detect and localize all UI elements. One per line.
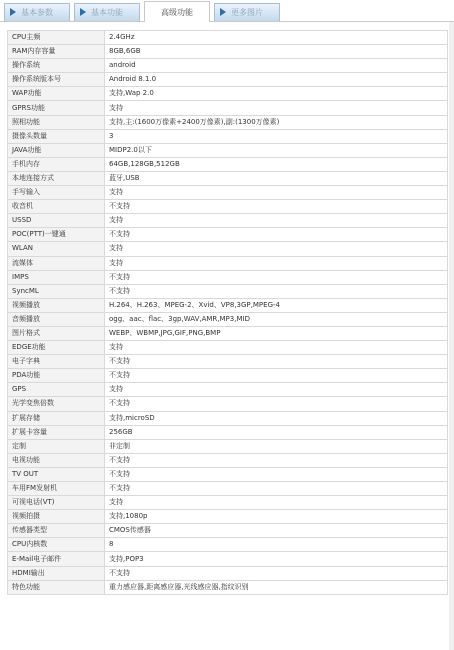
spec-row xyxy=(8,566,448,580)
spec-row xyxy=(8,129,448,143)
spec-value: 支持 xyxy=(105,186,448,200)
spec-row xyxy=(8,369,448,383)
spec-value: 3 xyxy=(105,129,448,143)
spec-value: 支持 xyxy=(105,341,448,355)
spec-key: WAP功能 xyxy=(8,87,105,101)
tab-label: 高级功能 xyxy=(161,7,193,17)
spec-value: 不支持 xyxy=(105,482,448,496)
spec-value: MIDP2.0以下 xyxy=(105,143,448,157)
spec-row xyxy=(8,397,448,411)
spec-row xyxy=(8,284,448,298)
spec-row xyxy=(8,482,448,496)
spec-key: PDA功能 xyxy=(8,369,105,383)
spec-row xyxy=(8,256,448,270)
right-border xyxy=(449,22,454,650)
spec-key: 扩展存储 xyxy=(8,411,105,425)
spec-value: 不支持 xyxy=(105,566,448,580)
spec-key: 摄像头数量 xyxy=(8,129,105,143)
spec-value: 不支持 xyxy=(105,467,448,481)
spec-value: 蓝牙,USB xyxy=(105,171,448,185)
spec-value: 2.4GHz xyxy=(105,31,448,45)
spec-key: EDGE功能 xyxy=(8,341,105,355)
spec-row xyxy=(8,510,448,524)
spec-row xyxy=(8,270,448,284)
spec-key: 图片格式 xyxy=(8,326,105,340)
spec-row xyxy=(8,200,448,214)
spec-value: 重力感应器,距离感应器,光线感应器,指纹识别 xyxy=(105,580,448,594)
spec-key: 手机内存 xyxy=(8,157,105,171)
spec-value: 不支持 xyxy=(105,355,448,369)
spec-value: 支持,1080p xyxy=(105,510,448,524)
tab-more-images[interactable] xyxy=(214,3,280,21)
spec-key: 扩展卡容量 xyxy=(8,425,105,439)
spec-key: 操作系统版本号 xyxy=(8,73,105,87)
spec-value: 支持 xyxy=(105,496,448,510)
spec-row xyxy=(8,580,448,594)
spec-value: 不支持 xyxy=(105,270,448,284)
spec-key: SyncML xyxy=(8,284,105,298)
spec-value: 支持 xyxy=(105,256,448,270)
spec-key: POC(PTT)一键通 xyxy=(8,228,105,242)
spec-key: 特色功能 xyxy=(8,580,105,594)
spec-key: 操作系统 xyxy=(8,59,105,73)
spec-value: 非定制 xyxy=(105,439,448,453)
spec-value: 不支持 xyxy=(105,397,448,411)
spec-row xyxy=(8,453,448,467)
spec-row xyxy=(8,45,448,59)
spec-value: H.264、H.263、MPEG-2、Xvid、VP8,3GP,MPEG-4 xyxy=(105,298,448,312)
spec-key: USSD xyxy=(8,214,105,228)
arrow-right-icon xyxy=(80,8,86,16)
spec-key: 可视电话(VT) xyxy=(8,496,105,510)
spec-key: 定制 xyxy=(8,439,105,453)
spec-row xyxy=(8,143,448,157)
spec-value: android xyxy=(105,59,448,73)
spec-key: JAVA功能 xyxy=(8,143,105,157)
spec-key: WLAN xyxy=(8,242,105,256)
spec-row xyxy=(8,186,448,200)
spec-key: 电子字典 xyxy=(8,355,105,369)
spec-row xyxy=(8,439,448,453)
spec-value: 不支持 xyxy=(105,369,448,383)
spec-key: RAM内存容量 xyxy=(8,45,105,59)
tab-label: 基本功能 xyxy=(91,8,123,17)
tab-basic-params[interactable] xyxy=(4,3,70,21)
spec-row xyxy=(8,115,448,129)
tab-label: 基本参数 xyxy=(21,8,53,17)
spec-row xyxy=(8,467,448,481)
spec-row xyxy=(8,355,448,369)
spec-value: 64GB,128GB,512GB xyxy=(105,157,448,171)
spec-row xyxy=(8,228,448,242)
spec-row xyxy=(8,383,448,397)
spec-value: 支持 xyxy=(105,101,448,115)
spec-row xyxy=(8,524,448,538)
spec-key: 收音机 xyxy=(8,200,105,214)
spec-value: 支持 xyxy=(105,383,448,397)
spec-row xyxy=(8,425,448,439)
spec-key: TV OUT xyxy=(8,467,105,481)
spec-key: 电视功能 xyxy=(8,453,105,467)
spec-row xyxy=(8,496,448,510)
spec-key: 照相功能 xyxy=(8,115,105,129)
spec-key: 视频播放 xyxy=(8,298,105,312)
spec-value: 不支持 xyxy=(105,228,448,242)
spec-row xyxy=(8,552,448,566)
spec-key: HDMI输出 xyxy=(8,566,105,580)
spec-key: 光学变焦倍数 xyxy=(8,397,105,411)
spec-row xyxy=(8,31,448,45)
spec-row xyxy=(8,157,448,171)
spec-key: GPRS功能 xyxy=(8,101,105,115)
tab-bar xyxy=(0,0,454,22)
spec-value: 支持 xyxy=(105,214,448,228)
spec-key: GPS xyxy=(8,383,105,397)
spec-key: 本地连接方式 xyxy=(8,171,105,185)
spec-key: 传感器类型 xyxy=(8,524,105,538)
spec-value: 不支持 xyxy=(105,284,448,298)
tab-advanced-functions[interactable] xyxy=(144,1,210,22)
spec-row xyxy=(8,538,448,552)
arrow-right-icon xyxy=(220,8,226,16)
spec-value: 支持,主:(1600万像素+2400万像素),副:(1300万像素) xyxy=(105,115,448,129)
spec-row xyxy=(8,171,448,185)
spec-value: 支持,POP3 xyxy=(105,552,448,566)
spec-key: CPU内核数 xyxy=(8,538,105,552)
spec-row xyxy=(8,341,448,355)
spec-value: WEBP、WBMP,JPG,GIF,PNG,BMP xyxy=(105,326,448,340)
spec-value: 256GB xyxy=(105,425,448,439)
spec-key: IMPS xyxy=(8,270,105,284)
spec-key: 流媒体 xyxy=(8,256,105,270)
spec-row xyxy=(8,214,448,228)
spec-value: 8 xyxy=(105,538,448,552)
spec-value: 不支持 xyxy=(105,200,448,214)
spec-row xyxy=(8,298,448,312)
spec-row xyxy=(8,242,448,256)
spec-key: CPU主频 xyxy=(8,31,105,45)
spec-value: 支持,Wap 2.0 xyxy=(105,87,448,101)
spec-value: Android 8.1.0 xyxy=(105,73,448,87)
spec-row xyxy=(8,326,448,340)
spec-row xyxy=(8,59,448,73)
spec-value: 不支持 xyxy=(105,453,448,467)
spec-row xyxy=(8,312,448,326)
spec-row xyxy=(8,101,448,115)
spec-value: 8GB,6GB xyxy=(105,45,448,59)
spec-row xyxy=(8,411,448,425)
arrow-right-icon xyxy=(10,8,16,16)
spec-row xyxy=(8,87,448,101)
spec-key: 车用FM发射机 xyxy=(8,482,105,496)
spec-value: 支持 xyxy=(105,242,448,256)
spec-value: ogg、aac、flac、3gp,WAV,AMR,MP3,MID xyxy=(105,312,448,326)
spec-value: CMOS传感器 xyxy=(105,524,448,538)
spec-value: 支持,microSD xyxy=(105,411,448,425)
spec-key: 音频播放 xyxy=(8,312,105,326)
spec-key: 手写输入 xyxy=(8,186,105,200)
spec-table xyxy=(7,30,448,595)
tab-basic-functions[interactable] xyxy=(74,3,140,21)
spec-row xyxy=(8,73,448,87)
spec-key: 视频拍摄 xyxy=(8,510,105,524)
spec-key: E-Mail电子邮件 xyxy=(8,552,105,566)
tab-label: 更多图片 xyxy=(231,8,263,17)
